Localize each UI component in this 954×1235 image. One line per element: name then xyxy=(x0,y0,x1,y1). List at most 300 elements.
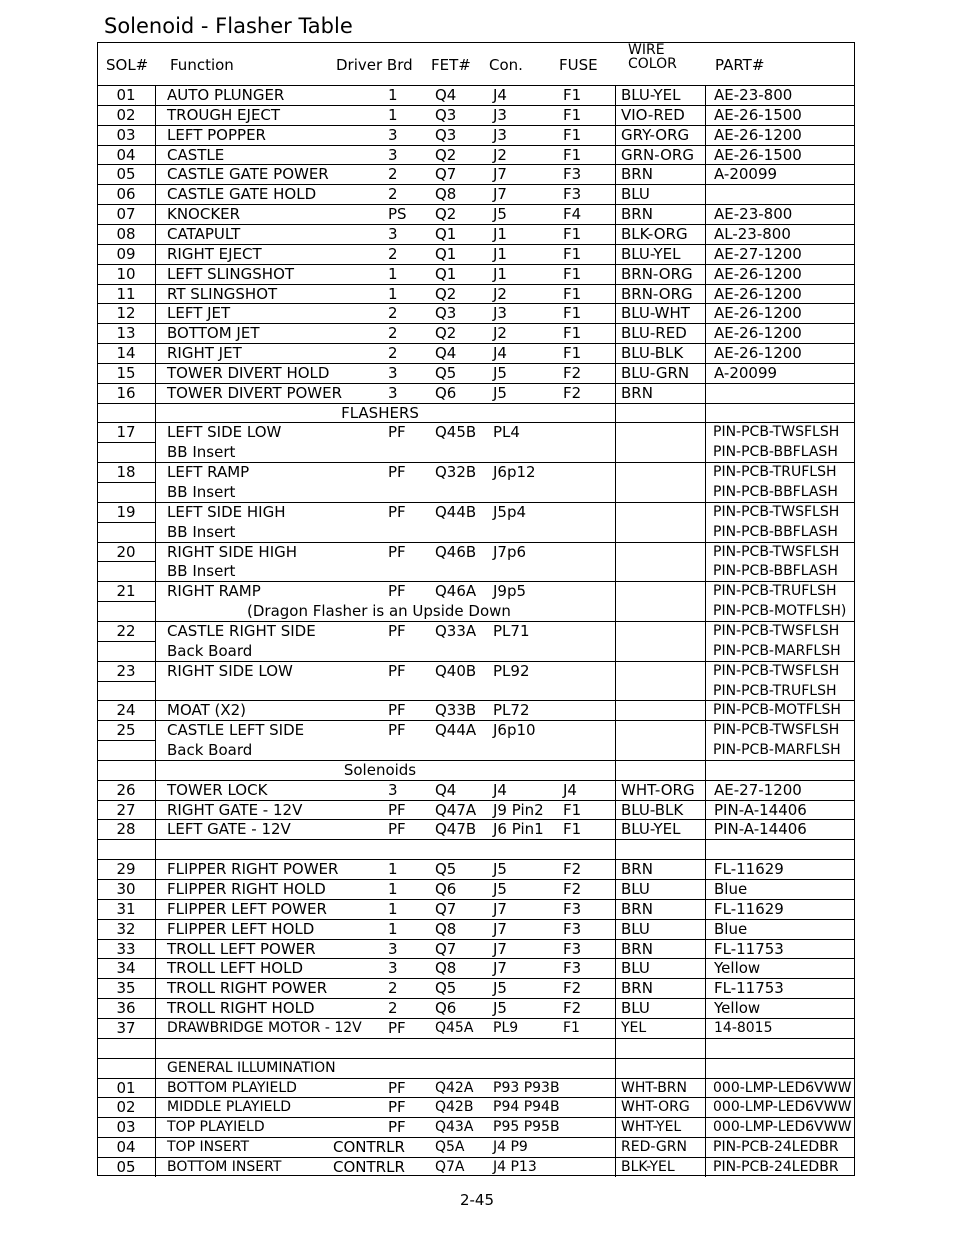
fet-number: Q42B xyxy=(435,1099,474,1116)
header-con: Con. xyxy=(489,56,523,74)
sol-number: 01 xyxy=(116,1078,136,1097)
driver-board: 2 xyxy=(388,979,398,998)
sol-number: 20 xyxy=(116,542,136,561)
part-number: Blue xyxy=(714,880,748,898)
table-row xyxy=(97,184,855,204)
driver-board: PS xyxy=(388,205,407,224)
wire-color: WHT-ORG xyxy=(621,1099,690,1116)
table-row xyxy=(97,581,855,601)
function-name: CASTLE xyxy=(167,145,225,164)
fet-number: Q2 xyxy=(435,284,457,303)
connector: J4 P13 xyxy=(493,1158,537,1175)
wire-color: BRN-ORG xyxy=(621,284,693,303)
driver-board: 3 xyxy=(388,145,398,164)
function-name: DRAWBRIDGE MOTOR - 12V xyxy=(167,1019,362,1036)
fet-number: Q8 xyxy=(435,959,457,978)
sol-number: 30 xyxy=(116,880,136,898)
part-number: Yellow xyxy=(714,959,761,978)
wire-color: BRN xyxy=(621,939,653,958)
table-row xyxy=(97,204,855,224)
part-number: Blue xyxy=(714,919,748,938)
driver-board: 1 xyxy=(388,860,398,879)
part-number: FL-11629 xyxy=(714,860,784,879)
driver-board: CONTRLR xyxy=(333,1157,405,1176)
driver-board: 3 xyxy=(388,959,398,978)
sol-number: 02 xyxy=(116,1098,136,1117)
connector: J7 xyxy=(493,919,507,938)
function-name: BOTTOM INSERT xyxy=(167,1158,282,1175)
sol-number: 31 xyxy=(116,899,136,918)
wire-color: BLU-GRN xyxy=(621,363,690,382)
table-row xyxy=(97,145,855,165)
connector: J4 xyxy=(493,86,507,104)
table-row xyxy=(97,1058,855,1078)
part-number: AE-23-800 xyxy=(714,205,793,224)
part-number: PIN-PCB-BBFLASH xyxy=(713,484,838,500)
fet-number: Q4 xyxy=(435,86,457,104)
function-name: CASTLE LEFT SIDE xyxy=(167,721,305,740)
wire-color: BLU xyxy=(621,880,650,898)
fuse: F1 xyxy=(563,304,582,323)
function-name: LEFT POPPER xyxy=(167,125,266,144)
part-number: 000-LMP-LED6VWW xyxy=(713,1079,852,1096)
driver-board: 3 xyxy=(388,780,398,799)
fet-number: Q1 xyxy=(435,224,457,243)
driver-board: CONTRLR xyxy=(333,1138,405,1157)
fet-number: Q5 xyxy=(435,860,457,879)
fuse: F4 xyxy=(563,205,582,224)
table-row xyxy=(97,224,855,244)
table-row xyxy=(97,621,855,641)
fet-number: Q33A xyxy=(435,621,477,640)
sol-number: 27 xyxy=(116,800,136,819)
function-name: RIGHT JET xyxy=(167,344,242,363)
part-number: PIN-PCB-MARFLSH xyxy=(713,742,841,759)
connector: J6p10 xyxy=(493,721,536,740)
wire-color: BLU xyxy=(621,919,650,938)
function-name: TROLL LEFT POWER xyxy=(167,939,316,958)
part-number: AE-23-800 xyxy=(714,86,793,104)
part-number: AE-26-1200 xyxy=(714,344,802,363)
sol-number: 33 xyxy=(116,939,136,958)
wire-color: YEL xyxy=(621,1019,647,1036)
fuse: F3 xyxy=(563,899,582,918)
table-row xyxy=(97,919,855,939)
header-sol: SOL# xyxy=(106,56,149,74)
function-name: TOP PLAYIELD xyxy=(167,1119,265,1136)
fuse: F2 xyxy=(563,383,582,402)
connector: J6 Pin1 xyxy=(493,820,544,839)
fuse: J4 xyxy=(563,780,577,799)
function-name: TROLL LEFT HOLD xyxy=(167,959,303,978)
table-row xyxy=(97,502,855,522)
table-row xyxy=(97,85,855,105)
row-note: (Dragon Flasher is an Upside Down xyxy=(247,602,511,621)
sol-number: 29 xyxy=(116,860,136,879)
fet-number: Q8 xyxy=(435,919,457,938)
header-wire-line2: COLOR xyxy=(628,56,677,72)
page-number: 2-45 xyxy=(459,1191,495,1209)
function-name: BB Insert xyxy=(167,443,236,462)
sol-number: 08 xyxy=(116,224,136,243)
fet-number: Q7 xyxy=(435,939,457,958)
part-number: PIN-PCB-TWSFLSH xyxy=(713,503,840,520)
table-row xyxy=(97,383,855,403)
driver-board: PF xyxy=(388,661,406,680)
section-row xyxy=(97,403,855,423)
fet-number: Q46A xyxy=(435,582,477,601)
function-name: LEFT GATE - 12V xyxy=(167,820,291,839)
part-number: AE-26-1500 xyxy=(714,105,802,124)
fuse: F2 xyxy=(563,363,582,382)
table-row xyxy=(97,284,855,304)
table-row xyxy=(97,879,855,899)
table-row xyxy=(97,244,855,264)
fet-number: Q44A xyxy=(435,721,477,740)
function-name: BB Insert xyxy=(167,522,236,541)
sol-number: 03 xyxy=(116,1118,136,1137)
fet-number: Q2 xyxy=(435,324,457,343)
part-number: AE-26-1500 xyxy=(714,145,802,164)
part-number: PIN-PCB-BBFLASH xyxy=(713,563,838,580)
part-number: PIN-PCB-MOTFLSH xyxy=(713,702,841,719)
connector: J2 xyxy=(493,145,507,164)
connector: J4 xyxy=(493,780,507,799)
part-number: PIN-PCB-TWSFLSH xyxy=(713,722,840,739)
function-name: BOTTOM JET xyxy=(167,324,260,343)
sol-number: 28 xyxy=(116,820,136,839)
fet-number: Q32B xyxy=(435,463,477,482)
fuse: F1 xyxy=(563,244,582,263)
fuse: F1 xyxy=(563,820,582,839)
table-row xyxy=(97,819,855,839)
sol-number: 18 xyxy=(116,463,136,482)
driver-board: PF xyxy=(388,582,406,601)
fuse: F2 xyxy=(563,880,582,898)
table-row xyxy=(97,125,855,145)
table-row xyxy=(97,363,855,383)
part-number: 000-LMP-LED6VWW xyxy=(713,1119,852,1136)
connector: PL4 xyxy=(493,423,520,442)
part-number: PIN-PCB-TRUFLSH xyxy=(713,682,837,699)
sol-number: 04 xyxy=(116,1138,136,1157)
sol-number: 05 xyxy=(116,165,136,184)
sol-number: 22 xyxy=(116,621,136,640)
function-name: AUTO PLUNGER xyxy=(167,86,285,104)
fet-number: Q4 xyxy=(435,780,457,799)
connector: J7 xyxy=(493,185,507,204)
driver-board: PF xyxy=(388,502,406,521)
table-row xyxy=(97,780,855,800)
function-name: RIGHT SIDE HIGH xyxy=(167,542,298,561)
wire-color: BRN xyxy=(621,899,653,918)
part-number: PIN-PCB-24LEDBR xyxy=(713,1158,839,1175)
sol-number: 13 xyxy=(116,324,136,343)
function-name: RT SLINGSHOT xyxy=(167,284,278,303)
fet-number: Q33B xyxy=(435,701,477,720)
sol-number: 34 xyxy=(116,959,136,978)
driver-board: 1 xyxy=(388,105,398,124)
table-row xyxy=(97,482,855,502)
fuse: F1 xyxy=(563,324,582,343)
section-heading: FLASHERS xyxy=(341,403,419,422)
table-row xyxy=(97,859,855,879)
part-number: AE-26-1200 xyxy=(714,324,802,343)
table-row xyxy=(97,522,855,542)
wire-color: BLU-YEL xyxy=(621,86,681,104)
wire-color: VIO-RED xyxy=(621,105,685,124)
blank-row xyxy=(97,1038,855,1058)
part-number: AE-27-1200 xyxy=(714,244,802,263)
part-number: AE-26-1200 xyxy=(714,304,802,323)
driver-board: PF xyxy=(388,1118,406,1137)
fet-number: Q3 xyxy=(435,304,457,323)
driver-board: 2 xyxy=(388,304,398,323)
connector: J1 xyxy=(493,244,507,263)
function-name: CATAPULT xyxy=(167,224,241,243)
function-name: LEFT SLINGSHOT xyxy=(167,264,295,283)
table-row xyxy=(97,462,855,482)
part-number: PIN-PCB-TWSFLSH xyxy=(713,543,840,560)
fet-number: Q44B xyxy=(435,502,477,521)
part-number: PIN-PCB-24LEDBR xyxy=(713,1139,839,1156)
driver-board: 1 xyxy=(388,919,398,938)
driver-board: PF xyxy=(388,701,406,720)
fet-number: Q45B xyxy=(435,423,477,442)
part-number: PIN-PCB-TRUFLSH xyxy=(713,464,837,481)
fet-number: Q43A xyxy=(435,1119,474,1136)
sol-number: 23 xyxy=(116,661,136,680)
function-name: Back Board xyxy=(167,741,253,760)
fuse: F1 xyxy=(563,1019,580,1036)
sol-number: 07 xyxy=(116,205,136,224)
function-name: FLIPPER RIGHT HOLD xyxy=(167,880,326,898)
driver-board: 3 xyxy=(388,939,398,958)
sol-number: 02 xyxy=(116,105,136,124)
table-row xyxy=(97,422,855,442)
part-number: PIN-PCB-MARFLSH xyxy=(713,642,841,659)
function-name: TOWER DIVERT POWER xyxy=(167,383,343,402)
function-name: TROLL RIGHT HOLD xyxy=(167,999,315,1018)
driver-board: PF xyxy=(388,721,406,740)
part-number: AE-26-1200 xyxy=(714,284,802,303)
table-row xyxy=(97,1117,855,1137)
fuse: F1 xyxy=(563,264,582,283)
part-number: A-20099 xyxy=(714,363,778,382)
function-name: Back Board xyxy=(167,641,253,660)
sol-number: 04 xyxy=(116,145,136,164)
wire-color: GRN-ORG xyxy=(621,145,694,164)
blank-row xyxy=(97,839,855,859)
table-row xyxy=(97,323,855,343)
function-name: KNOCKER xyxy=(167,205,241,224)
connector: J2 xyxy=(493,324,507,343)
table-row xyxy=(97,939,855,959)
function-name: TOWER LOCK xyxy=(167,780,268,799)
table-row xyxy=(97,681,855,701)
table-row xyxy=(97,998,855,1018)
wire-color: RED-GRN xyxy=(621,1139,687,1156)
fet-number: Q5 xyxy=(435,363,457,382)
part-number: PIN-PCB-TRUFLSH xyxy=(713,583,837,600)
wire-color: BLK-ORG xyxy=(621,224,688,243)
note-row xyxy=(97,601,855,621)
fuse: F3 xyxy=(563,919,582,938)
fet-number: Q2 xyxy=(435,205,457,224)
header-fuse: FUSE xyxy=(559,56,598,74)
table-row xyxy=(97,303,855,323)
connector: J1 xyxy=(493,224,507,243)
function-name: RIGHT EJECT xyxy=(167,244,262,263)
part-number: PIN-PCB-TWSFLSH xyxy=(713,662,840,679)
fet-number: Q3 xyxy=(435,105,457,124)
table-row xyxy=(97,700,855,720)
table-row xyxy=(97,1137,855,1157)
fet-number: Q6 xyxy=(435,999,457,1018)
fuse: F1 xyxy=(563,86,582,104)
driver-board: 1 xyxy=(388,264,398,283)
connector: PL72 xyxy=(493,701,530,720)
connector: J5 xyxy=(493,860,507,879)
connector: P94 P94B xyxy=(493,1099,560,1116)
header-wire-line1: WIRE xyxy=(628,42,665,58)
sol-number: 03 xyxy=(116,125,136,144)
connector: J6p12 xyxy=(493,463,536,482)
table-row xyxy=(97,164,855,184)
wire-color: GRY-ORG xyxy=(621,125,690,144)
table-row xyxy=(97,105,855,125)
wire-color: BLK-YEL xyxy=(621,1158,675,1175)
function-name: RIGHT RAMP xyxy=(167,582,261,601)
sol-number: 26 xyxy=(116,780,136,799)
section-row xyxy=(97,760,855,780)
section-heading: Solenoids xyxy=(343,760,417,779)
driver-board: 2 xyxy=(388,185,398,204)
sol-number: 14 xyxy=(116,344,136,363)
wire-color: BLU xyxy=(621,959,650,978)
part-number: PIN-PCB-TWSFLSH xyxy=(713,622,840,639)
fet-number: Q2 xyxy=(435,145,457,164)
fet-number: Q46B xyxy=(435,542,477,561)
sol-number: 36 xyxy=(116,999,136,1018)
connector: PL9 xyxy=(493,1019,519,1036)
table-row xyxy=(97,1097,855,1117)
function-name: MOAT (X2) xyxy=(167,701,247,720)
driver-board: 3 xyxy=(388,125,398,144)
table-row xyxy=(97,958,855,978)
fet-number: Q6 xyxy=(435,880,457,898)
connector: PL71 xyxy=(493,621,530,640)
table-row xyxy=(97,1157,855,1177)
connector: J7p6 xyxy=(493,542,527,561)
wire-color: BRN xyxy=(621,860,653,879)
table-row xyxy=(97,978,855,998)
fet-number: Q1 xyxy=(435,264,457,283)
sol-number: 06 xyxy=(116,185,136,204)
function-name: TROLL RIGHT POWER xyxy=(167,979,328,998)
function-name: CASTLE GATE POWER xyxy=(167,165,329,184)
function-name: BOTTOM PLAYIELD xyxy=(167,1079,297,1096)
fet-number: Q3 xyxy=(435,125,457,144)
connector: J4 P9 xyxy=(493,1139,528,1156)
sol-number: 05 xyxy=(116,1157,136,1176)
fet-number: Q1 xyxy=(435,244,457,263)
part-number: AE-26-1200 xyxy=(714,125,802,144)
function-name: CASTLE RIGHT SIDE xyxy=(167,621,316,640)
fet-number: Q6 xyxy=(435,383,457,402)
table-row xyxy=(97,442,855,462)
connector: J3 xyxy=(493,304,507,323)
part-number: PIN-PCB-BBFLASH xyxy=(713,444,838,461)
table-row xyxy=(97,800,855,820)
sol-number: 09 xyxy=(116,244,136,263)
wire-color: WHT-ORG xyxy=(621,780,695,799)
function-name: RIGHT SIDE LOW xyxy=(167,661,293,680)
part-number: A-20099 xyxy=(714,165,778,184)
sol-number: 10 xyxy=(116,264,136,283)
page-title: Solenoid - Flasher Table xyxy=(104,14,353,38)
sol-number: 25 xyxy=(116,721,136,740)
wire-color: WHT-BRN xyxy=(621,1079,687,1096)
sol-number: 16 xyxy=(116,383,136,402)
fuse: F1 xyxy=(563,145,582,164)
driver-board: PF xyxy=(388,820,406,839)
wire-color: BLU-YEL xyxy=(621,244,681,263)
wire-color: WHT-YEL xyxy=(621,1119,682,1136)
part-number: AL-23-800 xyxy=(714,224,791,243)
wire-color: BLU-WHT xyxy=(621,304,690,323)
function-name: LEFT SIDE LOW xyxy=(167,423,282,442)
connector: J7 xyxy=(493,939,507,958)
header-driver-brd: Driver Brd xyxy=(336,56,413,74)
part-number: PIN-A-14406 xyxy=(714,820,807,839)
fuse: F1 xyxy=(563,284,582,303)
fuse: F1 xyxy=(563,125,582,144)
part-number: FL-11753 xyxy=(714,979,784,998)
fet-number: Q5A xyxy=(435,1139,465,1156)
wire-color: BLU-BLK xyxy=(621,344,684,363)
table-row xyxy=(97,720,855,740)
sol-number: 12 xyxy=(116,304,136,323)
connector: J4 xyxy=(493,344,507,363)
driver-board: PF xyxy=(388,1018,406,1037)
table-row xyxy=(97,641,855,661)
header-function: Function xyxy=(170,56,234,74)
sol-number: 19 xyxy=(116,502,136,521)
connector: J2 xyxy=(493,284,507,303)
wire-color: BRN xyxy=(621,383,653,402)
part-number: PIN-PCB-BBFLASH xyxy=(713,523,838,540)
connector: J5 xyxy=(493,979,507,998)
function-name: TOWER DIVERT HOLD xyxy=(167,363,330,382)
connector: J5 xyxy=(493,880,507,898)
wire-color: BRN xyxy=(621,979,653,998)
header-part: PART# xyxy=(715,56,765,74)
wire-color: BLU xyxy=(621,185,650,204)
part-number: AE-27-1200 xyxy=(714,780,802,799)
table-row xyxy=(97,1078,855,1098)
connector: J1 xyxy=(493,264,507,283)
function-name: LEFT RAMP xyxy=(167,463,250,482)
driver-board: PF xyxy=(388,621,406,640)
fet-number: Q4 xyxy=(435,344,457,363)
driver-board: 1 xyxy=(388,880,398,898)
connector: J9 Pin2 xyxy=(493,800,544,819)
sol-number: 21 xyxy=(116,582,136,601)
function-name: BB Insert xyxy=(167,562,236,581)
fuse: F2 xyxy=(563,999,582,1018)
driver-board: PF xyxy=(388,1078,406,1097)
